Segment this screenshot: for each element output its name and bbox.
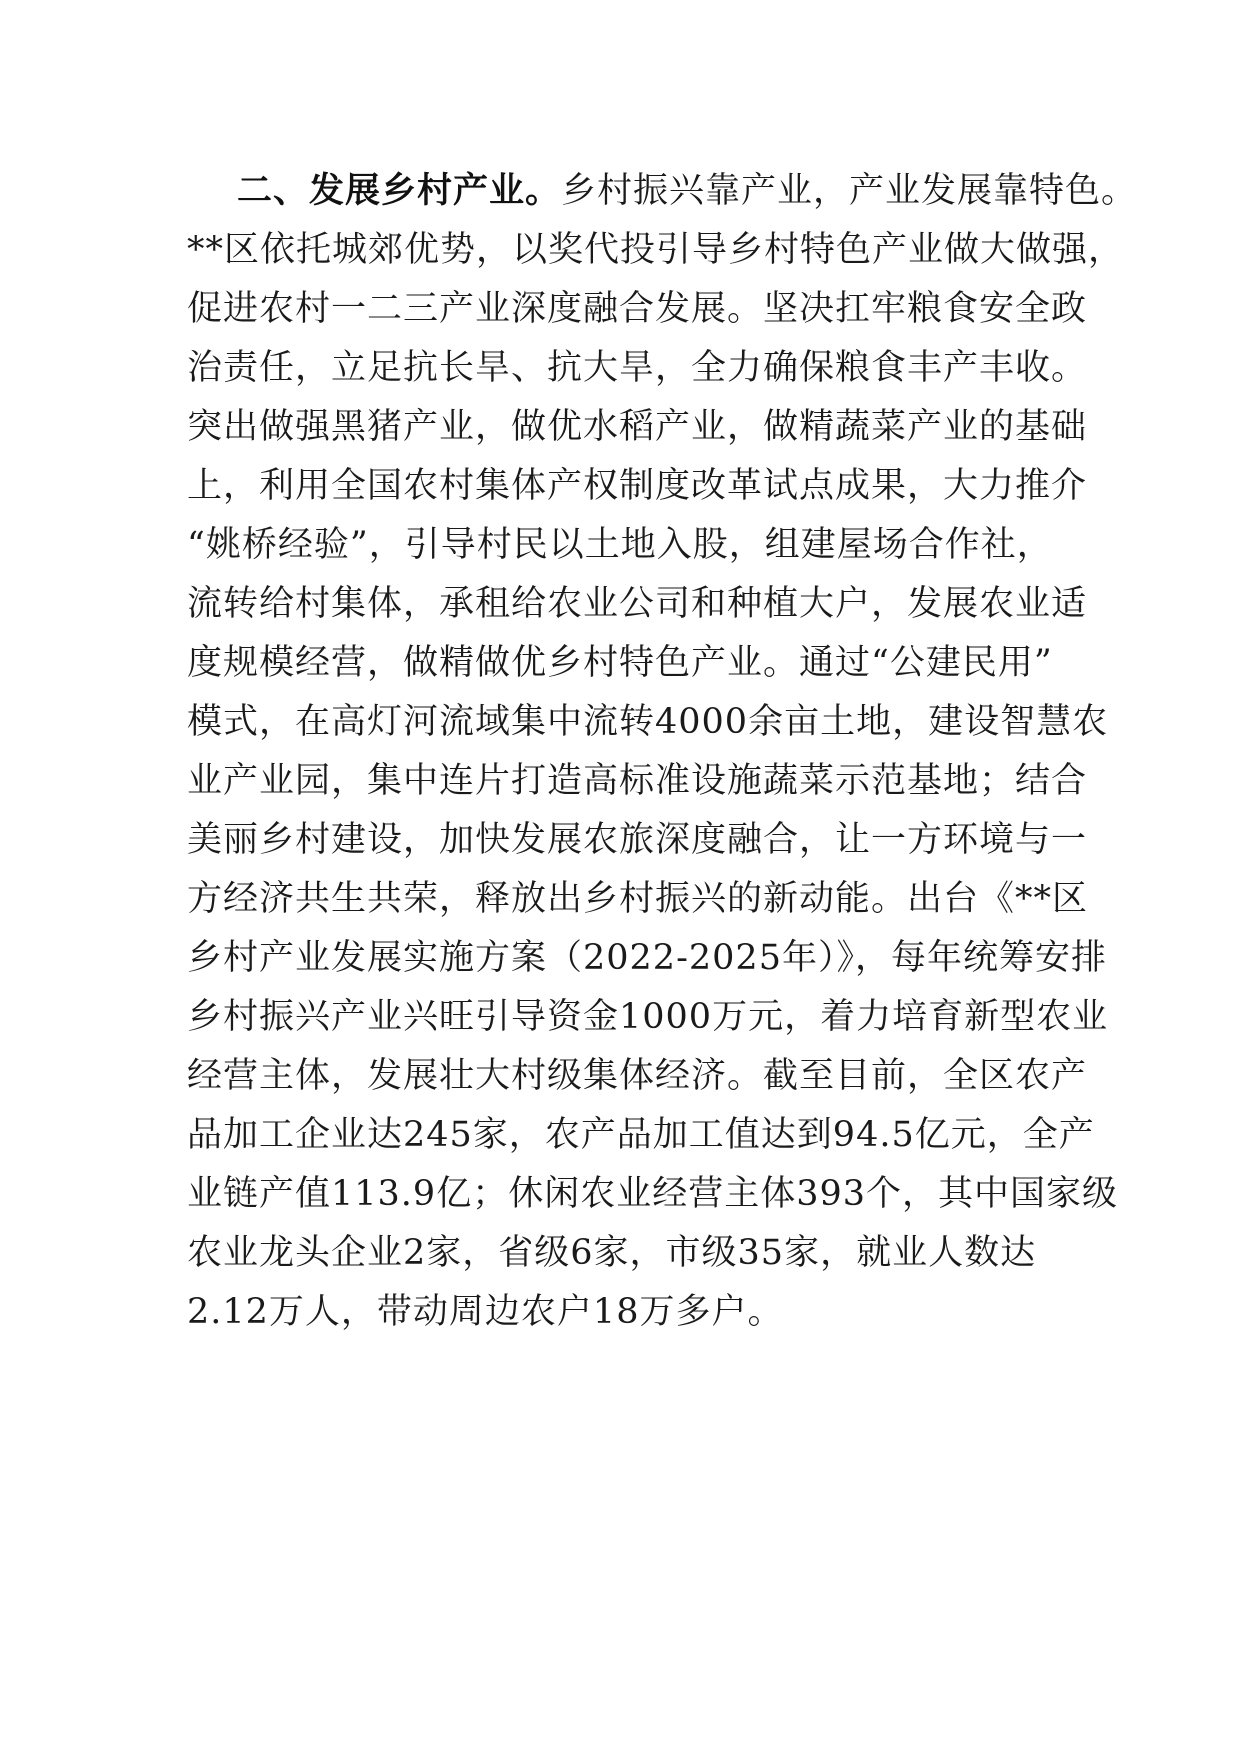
text-line: 治责任，立足抗长旱、抗大旱，全力确保粮食丰产丰收。 — [187, 348, 1088, 388]
text-line: 品加工企业达245家，农产品加工值达到94.5亿元，全产 — [187, 1115, 1095, 1155]
text-line: 流转给村集体，承租给农业公司和种植大户，发展农业适 — [187, 584, 1088, 624]
text-line: 促进农村一二三产业深度融合发展。坚决扛牢粮食安全政 — [187, 289, 1088, 329]
text-line: 经营主体，发展壮大村级集体经济。截至目前，全区农产 — [187, 1056, 1088, 1096]
text-line: 业链产值113.9亿；休闲农业经营主体393个，其中国家级 — [187, 1174, 1119, 1214]
text-line: 乡村产业发展实施方案（2022-2025年）》，每年统筹安排 — [187, 938, 1107, 978]
text-line: **区依托城郊优势，以奖代投引导乡村特色产业做大做强， — [187, 230, 1125, 270]
text-line: 上，利用全国农村集体产权制度改革试点成果，大力推介 — [187, 466, 1088, 506]
text-line: 乡村振兴产业兴旺引导资金1000万元，着力培育新型农业 — [187, 997, 1109, 1037]
text-line: 2.12万人，带动周边农户18万多户。 — [187, 1292, 784, 1332]
text-line: 美丽乡村建设，加快发展农旅深度融合，让一方环境与一 — [187, 820, 1088, 860]
text-line: 模式，在高灯河流域集中流转4000余亩土地，建设智慧农 — [187, 702, 1109, 742]
body-paragraph — [187, 162, 1138, 1342]
text-line: “姚桥经验”，引导村民以土地入股，组建屋场合作社， — [187, 525, 1053, 565]
text-line: 农业龙头企业2家，省级6家，市级35家，就业人数达 — [187, 1233, 1037, 1273]
text-line: 业产业园，集中连片打造高标准设施蔬菜示范基地；结合 — [187, 761, 1088, 801]
text-line: 方经济共生共荣，释放出乡村振兴的新动能。出台《**区 — [187, 879, 1089, 919]
section-heading: 二、发展乡村产业。 — [237, 171, 562, 211]
text-line: 突出做强黑猪产业，做优水稻产业，做精蔬菜产业的基础 — [187, 407, 1088, 447]
paragraph-first-line — [187, 162, 1138, 221]
text-line: 乡村振兴靠产业，产业发展靠特色。 — [561, 171, 1138, 211]
text-line: 度规模经营，做精做优乡村特色产业。通过“公建民用” — [187, 643, 1053, 683]
